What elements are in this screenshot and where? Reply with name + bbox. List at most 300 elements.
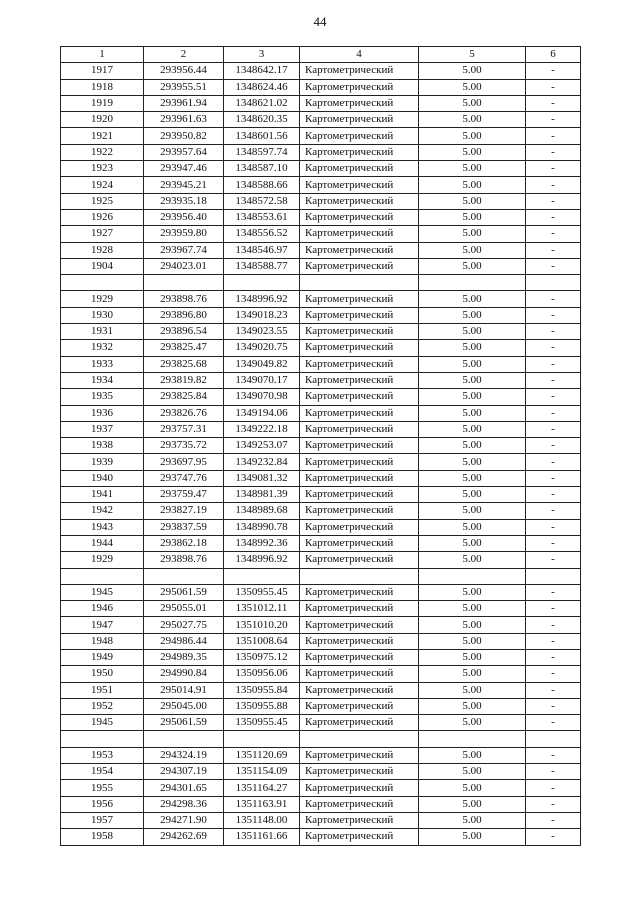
y-coordinate-cell: 1349222.18 <box>224 421 300 437</box>
point-number-cell: 1946 <box>61 601 144 617</box>
table-row <box>61 356 581 372</box>
accuracy-cell: 5.00 <box>419 715 526 731</box>
point-number-cell: 1936 <box>61 405 144 421</box>
x-coordinate-cell: 293956.40 <box>144 209 224 225</box>
note-cell: - <box>526 666 581 682</box>
point-number-cell: 1949 <box>61 649 144 665</box>
table-row <box>61 698 581 714</box>
method-cell <box>300 731 419 747</box>
note-cell: - <box>526 503 581 519</box>
note-cell: - <box>526 715 581 731</box>
note-cell: - <box>526 829 581 845</box>
method-cell: Картометрический <box>300 177 419 193</box>
method-cell: Картометрический <box>300 470 419 486</box>
y-coordinate-cell: 1351120.69 <box>224 747 300 763</box>
accuracy-cell: 5.00 <box>419 356 526 372</box>
x-coordinate-cell: 293955.51 <box>144 79 224 95</box>
note-cell: - <box>526 242 581 258</box>
header-cell-2: 2 <box>144 47 224 63</box>
table-row <box>61 601 581 617</box>
table-row <box>61 682 581 698</box>
accuracy-cell: 5.00 <box>419 144 526 160</box>
point-number-cell: 1940 <box>61 470 144 486</box>
method-cell: Картометрический <box>300 649 419 665</box>
table-row <box>61 209 581 225</box>
note-cell: - <box>526 291 581 307</box>
method-cell <box>300 275 419 291</box>
table-row <box>61 666 581 682</box>
method-cell: Картометрический <box>300 242 419 258</box>
coordinates-table <box>60 46 581 846</box>
point-number-cell: 1948 <box>61 633 144 649</box>
note-cell: - <box>526 128 581 144</box>
table-row <box>61 780 581 796</box>
table-row <box>61 649 581 665</box>
x-coordinate-cell <box>144 275 224 291</box>
x-coordinate-cell: 293837.59 <box>144 519 224 535</box>
method-cell: Картометрический <box>300 128 419 144</box>
point-number-cell: 1952 <box>61 698 144 714</box>
method-cell: Картометрический <box>300 601 419 617</box>
point-number-cell: 1904 <box>61 258 144 274</box>
method-cell: Картометрический <box>300 535 419 551</box>
note-cell: - <box>526 698 581 714</box>
x-coordinate-cell: 293825.84 <box>144 389 224 405</box>
point-number-cell: 1919 <box>61 95 144 111</box>
x-coordinate-cell: 295027.75 <box>144 617 224 633</box>
y-coordinate-cell: 1349081.32 <box>224 470 300 486</box>
table-row <box>61 340 581 356</box>
y-coordinate-cell: 1350955.84 <box>224 682 300 698</box>
y-coordinate-cell: 1348642.17 <box>224 63 300 79</box>
method-cell: Картометрический <box>300 161 419 177</box>
method-cell: Картометрический <box>300 63 419 79</box>
table-row <box>61 79 581 95</box>
table-row <box>61 242 581 258</box>
accuracy-cell: 5.00 <box>419 633 526 649</box>
note-cell: - <box>526 764 581 780</box>
x-coordinate-cell: 294307.19 <box>144 764 224 780</box>
y-coordinate-cell <box>224 568 300 584</box>
x-coordinate-cell: 293945.21 <box>144 177 224 193</box>
note-cell: - <box>526 356 581 372</box>
note-cell: - <box>526 682 581 698</box>
method-cell: Картометрический <box>300 112 419 128</box>
method-cell: Картометрический <box>300 209 419 225</box>
point-number-cell <box>61 568 144 584</box>
method-cell: Картометрический <box>300 682 419 698</box>
accuracy-cell: 5.00 <box>419 307 526 323</box>
point-number-cell: 1928 <box>61 242 144 258</box>
method-cell: Картометрический <box>300 372 419 388</box>
table-row <box>61 584 581 600</box>
point-number-cell: 1945 <box>61 715 144 731</box>
x-coordinate-cell: 293935.18 <box>144 193 224 209</box>
point-number-cell: 1938 <box>61 438 144 454</box>
y-coordinate-cell: 1348546.97 <box>224 242 300 258</box>
x-coordinate-cell: 293950.82 <box>144 128 224 144</box>
table-row <box>61 715 581 731</box>
y-coordinate-cell: 1348981.39 <box>224 487 300 503</box>
accuracy-cell: 5.00 <box>419 470 526 486</box>
x-coordinate-cell: 295061.59 <box>144 584 224 600</box>
table-row <box>61 438 581 454</box>
point-number-cell: 1932 <box>61 340 144 356</box>
method-cell: Картометрический <box>300 144 419 160</box>
method-cell: Картометрический <box>300 356 419 372</box>
accuracy-cell: 5.00 <box>419 63 526 79</box>
accuracy-cell: 5.00 <box>419 584 526 600</box>
note-cell: - <box>526 226 581 242</box>
accuracy-cell: 5.00 <box>419 796 526 812</box>
accuracy-cell: 5.00 <box>419 161 526 177</box>
accuracy-cell: 5.00 <box>419 454 526 470</box>
point-number-cell: 1927 <box>61 226 144 242</box>
point-number-cell: 1944 <box>61 535 144 551</box>
note-cell: - <box>526 438 581 454</box>
note-cell: - <box>526 405 581 421</box>
y-coordinate-cell <box>224 731 300 747</box>
point-number-cell: 1937 <box>61 421 144 437</box>
x-coordinate-cell: 295061.59 <box>144 715 224 731</box>
note-cell: - <box>526 63 581 79</box>
y-coordinate-cell: 1351012.11 <box>224 601 300 617</box>
separator-row <box>61 568 581 584</box>
table-header <box>61 47 581 63</box>
method-cell: Картометрический <box>300 698 419 714</box>
x-coordinate-cell: 295014.91 <box>144 682 224 698</box>
point-number-cell: 1933 <box>61 356 144 372</box>
accuracy-cell: 5.00 <box>419 535 526 551</box>
x-coordinate-cell: 294298.36 <box>144 796 224 812</box>
x-coordinate-cell: 294990.84 <box>144 666 224 682</box>
accuracy-cell: 5.00 <box>419 405 526 421</box>
y-coordinate-cell: 1348597.74 <box>224 144 300 160</box>
table-row <box>61 372 581 388</box>
method-cell: Картометрический <box>300 454 419 470</box>
accuracy-cell: 5.00 <box>419 601 526 617</box>
method-cell: Картометрический <box>300 405 419 421</box>
point-number-cell: 1939 <box>61 454 144 470</box>
note-cell: - <box>526 601 581 617</box>
x-coordinate-cell: 294986.44 <box>144 633 224 649</box>
point-number-cell: 1921 <box>61 128 144 144</box>
note-cell: - <box>526 649 581 665</box>
note-cell: - <box>526 112 581 128</box>
accuracy-cell: 5.00 <box>419 79 526 95</box>
accuracy-cell: 5.00 <box>419 764 526 780</box>
point-number-cell: 1953 <box>61 747 144 763</box>
table-row <box>61 764 581 780</box>
point-number-cell: 1925 <box>61 193 144 209</box>
note-cell: - <box>526 584 581 600</box>
point-number-cell: 1918 <box>61 79 144 95</box>
note-cell: - <box>526 421 581 437</box>
point-number-cell <box>61 275 144 291</box>
y-coordinate-cell: 1349070.17 <box>224 372 300 388</box>
point-number-cell: 1947 <box>61 617 144 633</box>
note-cell: - <box>526 161 581 177</box>
accuracy-cell: 5.00 <box>419 438 526 454</box>
table-row <box>61 95 581 111</box>
accuracy-cell: 5.00 <box>419 95 526 111</box>
x-coordinate-cell: 293957.64 <box>144 144 224 160</box>
accuracy-cell: 5.00 <box>419 112 526 128</box>
table-row <box>61 291 581 307</box>
x-coordinate-cell: 293967.74 <box>144 242 224 258</box>
point-number-cell: 1924 <box>61 177 144 193</box>
y-coordinate-cell: 1348587.10 <box>224 161 300 177</box>
point-number-cell: 1931 <box>61 324 144 340</box>
table-row <box>61 470 581 486</box>
y-coordinate-cell: 1348620.35 <box>224 112 300 128</box>
table-row <box>61 324 581 340</box>
method-cell: Картометрический <box>300 421 419 437</box>
note-cell <box>526 568 581 584</box>
note-cell: - <box>526 324 581 340</box>
accuracy-cell: 5.00 <box>419 128 526 144</box>
table-row <box>61 226 581 242</box>
method-cell: Картометрический <box>300 764 419 780</box>
header-cell-4: 4 <box>300 47 419 63</box>
y-coordinate-cell: 1348992.36 <box>224 535 300 551</box>
method-cell: Картометрический <box>300 584 419 600</box>
x-coordinate-cell: 293826.76 <box>144 405 224 421</box>
x-coordinate-cell: 293896.54 <box>144 324 224 340</box>
table-row <box>61 177 581 193</box>
x-coordinate-cell: 295055.01 <box>144 601 224 617</box>
y-coordinate-cell: 1348588.77 <box>224 258 300 274</box>
y-coordinate-cell: 1348553.61 <box>224 209 300 225</box>
x-coordinate-cell: 293747.76 <box>144 470 224 486</box>
point-number-cell: 1958 <box>61 829 144 845</box>
accuracy-cell: 5.00 <box>419 389 526 405</box>
method-cell: Картометрический <box>300 715 419 731</box>
accuracy-cell: 5.00 <box>419 372 526 388</box>
point-number-cell: 1941 <box>61 487 144 503</box>
x-coordinate-cell: 293956.44 <box>144 63 224 79</box>
x-coordinate-cell: 294023.01 <box>144 258 224 274</box>
y-coordinate-cell: 1349253.07 <box>224 438 300 454</box>
table-row <box>61 258 581 274</box>
header-cell-3: 3 <box>224 47 300 63</box>
y-coordinate-cell: 1351164.27 <box>224 780 300 796</box>
note-cell: - <box>526 177 581 193</box>
x-coordinate-cell: 293959.80 <box>144 226 224 242</box>
point-number-cell: 1926 <box>61 209 144 225</box>
note-cell: - <box>526 633 581 649</box>
x-coordinate-cell: 293825.68 <box>144 356 224 372</box>
table-row <box>61 617 581 633</box>
x-coordinate-cell: 293819.82 <box>144 372 224 388</box>
point-number-cell: 1922 <box>61 144 144 160</box>
x-coordinate-cell: 293961.94 <box>144 95 224 111</box>
y-coordinate-cell: 1351163.91 <box>224 796 300 812</box>
method-cell: Картометрический <box>300 747 419 763</box>
point-number-cell: 1956 <box>61 796 144 812</box>
method-cell: Картометрический <box>300 307 419 323</box>
method-cell: Картометрический <box>300 95 419 111</box>
accuracy-cell: 5.00 <box>419 340 526 356</box>
header-cell-1: 1 <box>61 47 144 63</box>
table-row <box>61 144 581 160</box>
method-cell: Картометрический <box>300 796 419 812</box>
method-cell: Картометрический <box>300 617 419 633</box>
y-coordinate-cell: 1349020.75 <box>224 340 300 356</box>
x-coordinate-cell: 294301.65 <box>144 780 224 796</box>
method-cell: Картометрический <box>300 487 419 503</box>
point-number-cell: 1920 <box>61 112 144 128</box>
table-row <box>61 829 581 845</box>
point-number-cell: 1954 <box>61 764 144 780</box>
method-cell: Картометрический <box>300 519 419 535</box>
accuracy-cell: 5.00 <box>419 421 526 437</box>
accuracy-cell: 5.00 <box>419 829 526 845</box>
y-coordinate-cell: 1351010.20 <box>224 617 300 633</box>
y-coordinate-cell: 1348588.66 <box>224 177 300 193</box>
note-cell <box>526 731 581 747</box>
x-coordinate-cell: 293862.18 <box>144 535 224 551</box>
table-row <box>61 193 581 209</box>
note-cell: - <box>526 372 581 388</box>
point-number-cell: 1942 <box>61 503 144 519</box>
y-coordinate-cell: 1348996.92 <box>224 291 300 307</box>
x-coordinate-cell <box>144 568 224 584</box>
point-number-cell: 1935 <box>61 389 144 405</box>
table-row <box>61 487 581 503</box>
x-coordinate-cell: 294262.69 <box>144 829 224 845</box>
accuracy-cell <box>419 731 526 747</box>
method-cell: Картометрический <box>300 340 419 356</box>
method-cell: Картометрический <box>300 633 419 649</box>
method-cell: Картометрический <box>300 79 419 95</box>
y-coordinate-cell: 1348556.52 <box>224 226 300 242</box>
y-coordinate-cell: 1349070.98 <box>224 389 300 405</box>
point-number-cell: 1929 <box>61 291 144 307</box>
method-cell: Картометрический <box>300 552 419 568</box>
note-cell: - <box>526 796 581 812</box>
table-row <box>61 63 581 79</box>
y-coordinate-cell: 1348990.78 <box>224 519 300 535</box>
x-coordinate-cell: 293827.19 <box>144 503 224 519</box>
x-coordinate-cell: 293757.31 <box>144 421 224 437</box>
point-number-cell: 1950 <box>61 666 144 682</box>
point-number-cell: 1945 <box>61 584 144 600</box>
x-coordinate-cell: 293947.46 <box>144 161 224 177</box>
note-cell: - <box>526 535 581 551</box>
y-coordinate-cell: 1351148.00 <box>224 812 300 828</box>
y-coordinate-cell: 1348624.46 <box>224 79 300 95</box>
accuracy-cell: 5.00 <box>419 698 526 714</box>
note-cell: - <box>526 454 581 470</box>
table-row <box>61 519 581 535</box>
y-coordinate-cell: 1348996.92 <box>224 552 300 568</box>
table-row <box>61 535 581 551</box>
y-coordinate-cell: 1349194.06 <box>224 405 300 421</box>
note-cell: - <box>526 79 581 95</box>
table-row <box>61 161 581 177</box>
x-coordinate-cell: 293961.63 <box>144 112 224 128</box>
x-coordinate-cell: 293735.72 <box>144 438 224 454</box>
separator-row <box>61 731 581 747</box>
accuracy-cell <box>419 568 526 584</box>
method-cell: Картометрический <box>300 291 419 307</box>
x-coordinate-cell: 294989.35 <box>144 649 224 665</box>
table-row <box>61 389 581 405</box>
y-coordinate-cell: 1350955.88 <box>224 698 300 714</box>
method-cell: Картометрический <box>300 324 419 340</box>
method-cell: Картометрический <box>300 780 419 796</box>
accuracy-cell <box>419 275 526 291</box>
x-coordinate-cell <box>144 731 224 747</box>
accuracy-cell: 5.00 <box>419 209 526 225</box>
accuracy-cell: 5.00 <box>419 617 526 633</box>
method-cell: Картометрический <box>300 829 419 845</box>
note-cell: - <box>526 258 581 274</box>
table-body <box>61 63 581 845</box>
y-coordinate-cell: 1348989.68 <box>224 503 300 519</box>
accuracy-cell: 5.00 <box>419 226 526 242</box>
accuracy-cell: 5.00 <box>419 682 526 698</box>
table-row <box>61 128 581 144</box>
y-coordinate-cell: 1350955.45 <box>224 584 300 600</box>
note-cell <box>526 275 581 291</box>
note-cell: - <box>526 340 581 356</box>
header-row <box>61 47 581 63</box>
page-number: 44 <box>313 14 327 29</box>
x-coordinate-cell: 295045.00 <box>144 698 224 714</box>
x-coordinate-cell: 294271.90 <box>144 812 224 828</box>
x-coordinate-cell: 294324.19 <box>144 747 224 763</box>
note-cell: - <box>526 209 581 225</box>
accuracy-cell: 5.00 <box>419 552 526 568</box>
note-cell: - <box>526 519 581 535</box>
accuracy-cell: 5.00 <box>419 519 526 535</box>
accuracy-cell: 5.00 <box>419 503 526 519</box>
y-coordinate-cell: 1349049.82 <box>224 356 300 372</box>
point-number-cell: 1929 <box>61 552 144 568</box>
y-coordinate-cell: 1349232.84 <box>224 454 300 470</box>
y-coordinate-cell: 1350975.12 <box>224 649 300 665</box>
y-coordinate-cell: 1349018.23 <box>224 307 300 323</box>
note-cell: - <box>526 193 581 209</box>
accuracy-cell: 5.00 <box>419 649 526 665</box>
note-cell: - <box>526 307 581 323</box>
method-cell: Картометрический <box>300 503 419 519</box>
y-coordinate-cell <box>224 275 300 291</box>
table-row <box>61 503 581 519</box>
accuracy-cell: 5.00 <box>419 780 526 796</box>
accuracy-cell: 5.00 <box>419 177 526 193</box>
y-coordinate-cell: 1351161.66 <box>224 829 300 845</box>
accuracy-cell: 5.00 <box>419 242 526 258</box>
table-row <box>61 307 581 323</box>
note-cell: - <box>526 617 581 633</box>
accuracy-cell: 5.00 <box>419 666 526 682</box>
table-row <box>61 552 581 568</box>
point-number-cell <box>61 731 144 747</box>
method-cell: Картометрический <box>300 258 419 274</box>
x-coordinate-cell: 293759.47 <box>144 487 224 503</box>
note-cell: - <box>526 389 581 405</box>
y-coordinate-cell: 1348621.02 <box>224 95 300 111</box>
point-number-cell: 1943 <box>61 519 144 535</box>
note-cell: - <box>526 95 581 111</box>
table-row <box>61 112 581 128</box>
accuracy-cell: 5.00 <box>419 324 526 340</box>
accuracy-cell: 5.00 <box>419 258 526 274</box>
x-coordinate-cell: 293898.76 <box>144 291 224 307</box>
